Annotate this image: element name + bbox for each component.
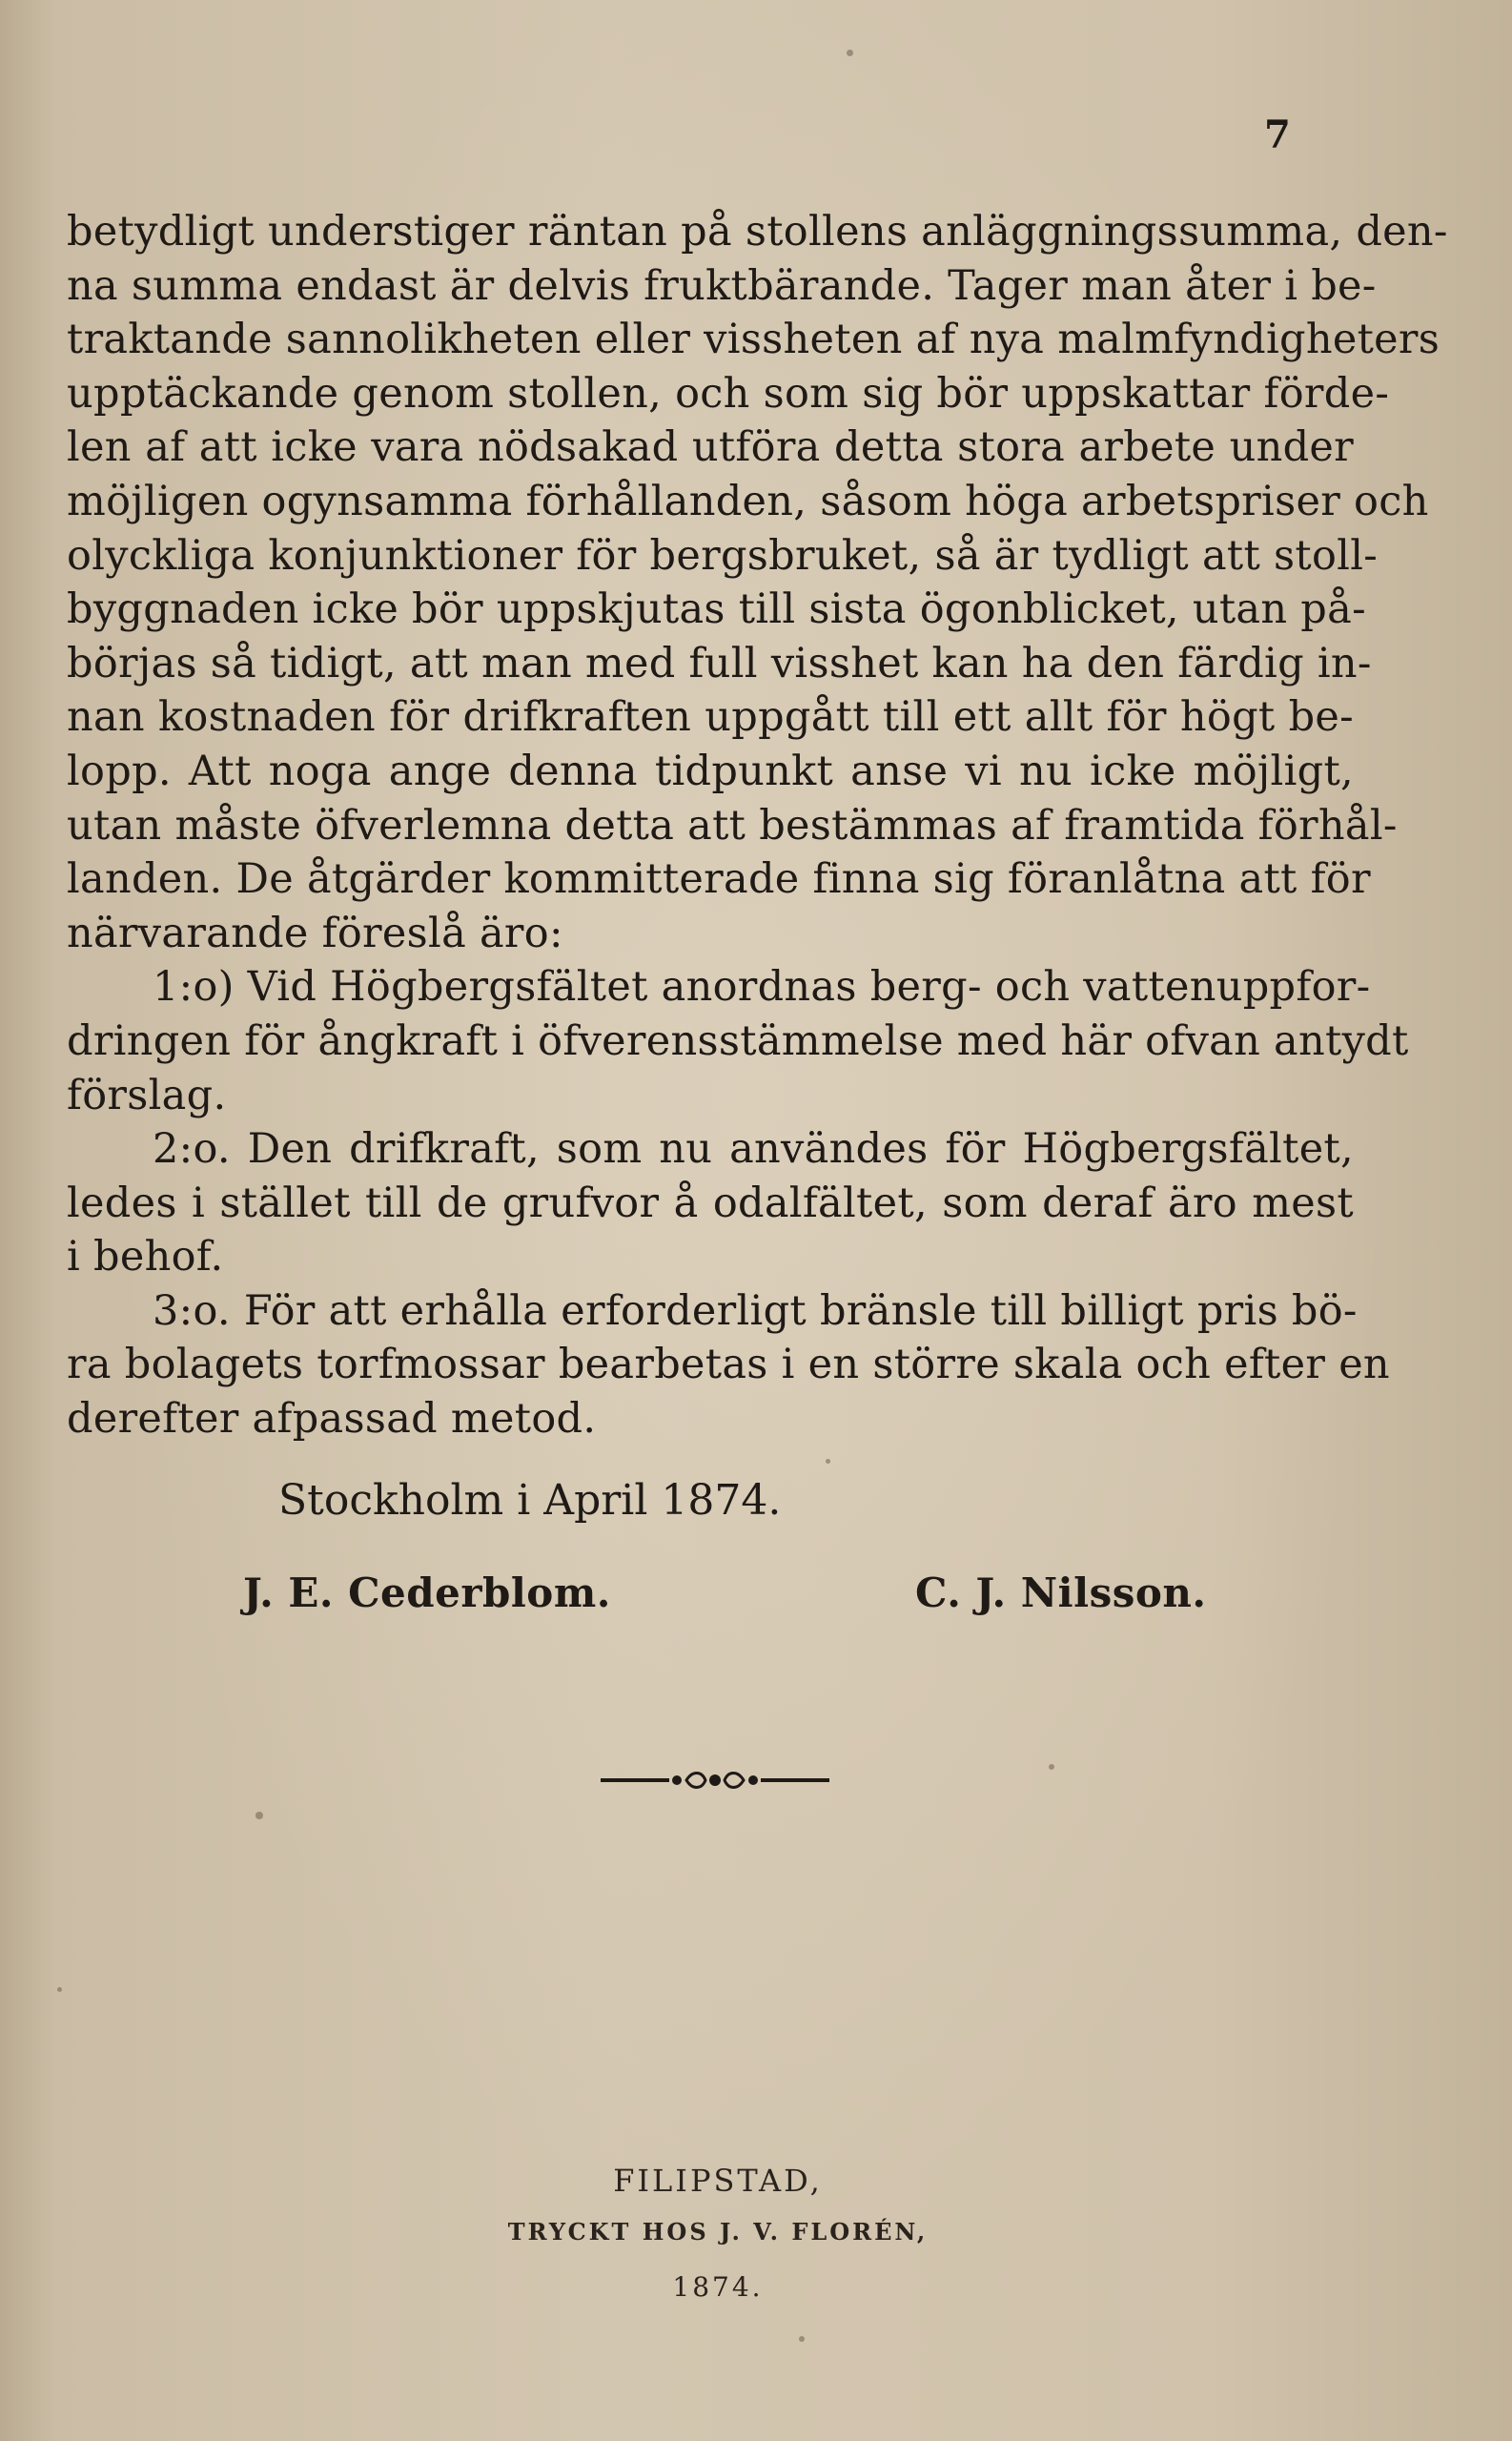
place-date: Stockholm i April 1874. xyxy=(278,1476,782,1525)
text-line: ra bolagets torfmossar bearbetas i en större skala och efter en xyxy=(67,1341,1390,1389)
paper-speck xyxy=(1049,1764,1054,1770)
text-line: derefter afpassad metod. xyxy=(67,1395,597,1444)
paper-speck xyxy=(847,50,853,56)
text-line: närvarande föreslå äro: xyxy=(67,909,563,957)
text-line: dringen för ångkraft i öfverensstämmelse med här ofvan antydt xyxy=(67,1016,1409,1065)
text-line: nan kostnaden för drifkraften uppgått till ett allt för högt be- xyxy=(67,693,1354,742)
text-line: förslag. xyxy=(67,1071,227,1119)
paper-speck xyxy=(57,1987,62,1992)
text-line: utan måste öfverlemna detta att bestämmas af framtida förhål- xyxy=(67,801,1398,850)
text-line: lopp. Att noga ange denna tidpunkt anse vi nu icke möjligt, xyxy=(67,747,1354,795)
signature-cederblom: J. E. Cederblom. xyxy=(243,1569,611,1616)
page-number: 7 xyxy=(1264,113,1291,157)
text-line: i behof. xyxy=(67,1233,224,1282)
imprint-place: FILIPSTAD, xyxy=(613,2163,823,2199)
text-line: traktande sannolikheten eller vissheten af nya malmfyndigheters xyxy=(67,316,1440,364)
imprint-printer: TRYCKT HOS J. V. FLORÉN, xyxy=(507,2218,929,2246)
list-item-2: 2:o. Den drifkraft, som nu användes för Högbergsfältet, xyxy=(153,1125,1354,1174)
text-line: betydligt understiger räntan på stollens anläggningssumma, den- xyxy=(67,208,1448,256)
text-line: byggnaden icke bör uppskjutas till sista ögonblicket, utan på- xyxy=(67,585,1366,634)
imprint-year: 1874. xyxy=(672,2271,764,2303)
text-line: len af att icke vara nödsakad utföra detta stora arbete under xyxy=(67,423,1354,472)
text-line: landen. De åtgärder kommitterade finna sig föranlåtna att för xyxy=(67,855,1371,904)
paper-speck xyxy=(826,1459,830,1464)
printer-ornament-icon xyxy=(599,1766,831,1795)
paper-speck xyxy=(799,2336,805,2342)
text-line: na summa endast är delvis fruktbärande. Tager man åter i be- xyxy=(67,261,1377,310)
list-item-1: 1:o) Vid Högbergsfältet anordnas berg- och vattenuppfor- xyxy=(153,963,1371,1012)
text-line: ledes i stället till de grufvor å odalfältet, som deraf äro mest xyxy=(67,1179,1354,1227)
body-text xyxy=(67,205,1448,1446)
text-line: olyckliga konjunktioner för bergsbruket, så är tydligt att stoll- xyxy=(67,531,1379,580)
text-line: möjligen ogynsamma förhållanden, såsom höga arbetspriser och xyxy=(67,477,1429,525)
list-item-3: 3:o. För att erhålla erforderligt bränsle till billigt pris bö- xyxy=(153,1286,1358,1335)
paper-speck xyxy=(255,1812,263,1819)
text-line: upptäckande genom stollen, och som sig bör uppskattar förde- xyxy=(67,369,1390,418)
text-line: börjas så tidigt, att man med full visshet kan ha den färdig in- xyxy=(67,639,1372,687)
signature-nilsson: C. J. Nilsson. xyxy=(915,1569,1207,1616)
